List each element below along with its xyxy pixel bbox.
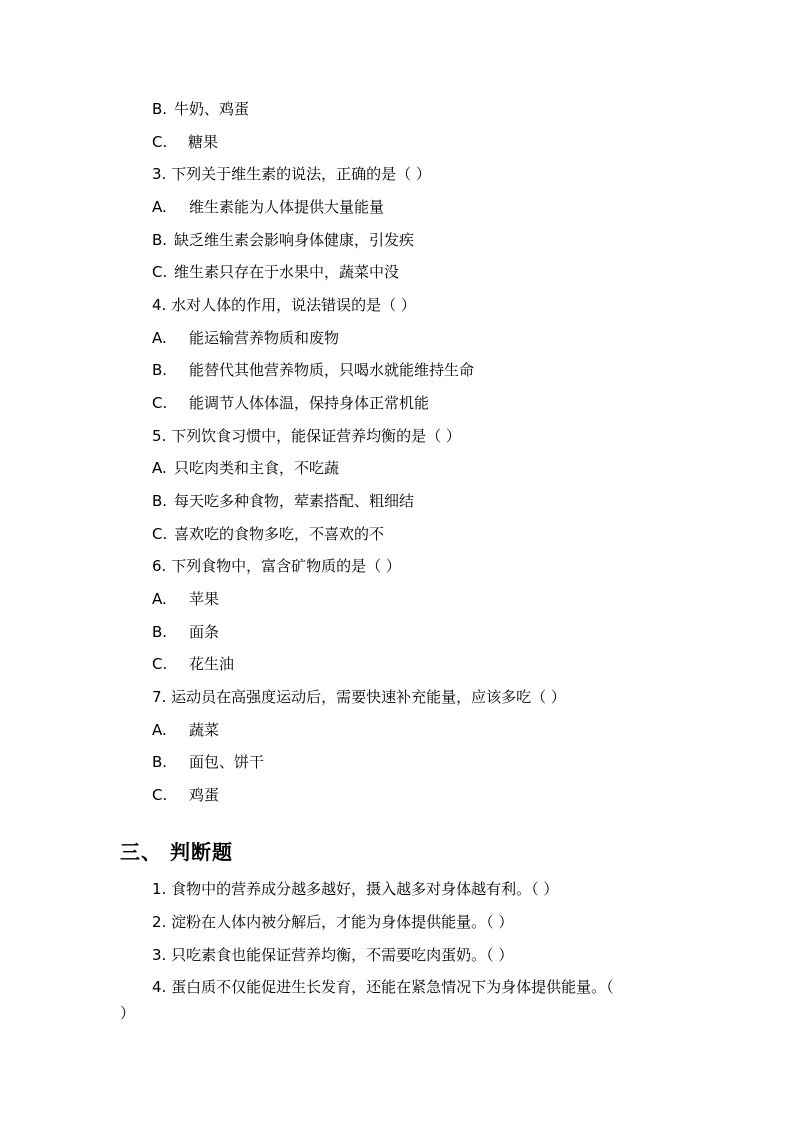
option-text: 维生素能为人体提供大量能量 [189, 198, 385, 216]
judgment-item-1: 1. 食物中的营养成分越多越好，摄入越多对身体越有利。（ ） [152, 880, 559, 898]
q3-option-a [152, 197, 384, 217]
question-stem-4: 4. 水对人体的作用，说法错误的是（ ） [152, 296, 416, 314]
option-letter: C. [152, 394, 168, 412]
q3-option-b [152, 230, 414, 250]
q6-option-b [152, 622, 219, 642]
option-text: 缺乏维生素会影响身体健康，引发疾 [174, 231, 415, 249]
q5-option-a [152, 458, 339, 478]
option-letter: C. [152, 786, 168, 804]
option-text: 苹果 [189, 590, 220, 608]
q2-option-b [152, 99, 249, 119]
option-text: 能运输营养物质和废物 [189, 329, 340, 347]
option-letter: B. [152, 361, 168, 379]
q7-option-b [152, 752, 264, 772]
option-text: 面包、饼干 [189, 753, 265, 771]
question-stem-3: 3. 下列关于维生素的说法，正确的是（ ） [152, 165, 431, 183]
option-letter: A. [152, 198, 167, 216]
option-letter: B. [152, 100, 168, 118]
option-text: 糖果 [188, 133, 219, 151]
q3-option-c [152, 262, 399, 282]
q6-option-c [152, 654, 234, 674]
option-text: 鸡蛋 [189, 786, 220, 804]
question-stem-6: 6. 下列食物中，富含矿物质的是（ ） [152, 557, 401, 575]
option-text: 只吃肉类和主食，不吃蔬 [174, 459, 340, 477]
judgment-item-4-wrap: ） [120, 1004, 136, 1022]
option-letter: C. [152, 525, 168, 543]
option-letter: B. [152, 492, 168, 510]
option-letter: B. [152, 753, 168, 771]
judgment-item-2: 2. 淀粉在人体内被分解后，才能为身体提供能量。（ ） [152, 913, 514, 931]
option-letter: C. [152, 263, 168, 281]
option-text: 花生油 [189, 655, 235, 673]
option-letter: A. [152, 459, 167, 477]
option-letter: B. [152, 623, 168, 641]
option-letter: C. [152, 655, 168, 673]
q7-option-a [152, 720, 219, 740]
option-text: 蔬菜 [189, 721, 220, 739]
q5-option-b [152, 491, 414, 511]
q2-option-c [152, 132, 218, 152]
option-letter: B. [152, 231, 168, 249]
option-letter: C. [152, 133, 168, 151]
judgment-item-4: 4. 蛋白质不仅能促进生长发育，还能在紧急情况下为身体提供能量。（ [152, 978, 614, 996]
option-text: 面条 [189, 623, 220, 641]
option-text: 能替代其他营养物质，只喝水就能维持生命 [189, 361, 475, 379]
option-text: 每天吃多种食物，荤素搭配、粗细结 [174, 492, 415, 510]
option-text: 能调节人体体温，保持身体正常机能 [189, 394, 430, 412]
question-stem-7: 7. 运动员在高强度运动后，需要快速补充能量，应该多吃（ ） [152, 688, 566, 706]
option-text: 喜欢吃的食物多吃，不喜欢的不 [174, 525, 385, 543]
option-letter: A. [152, 590, 167, 608]
q5-option-c [152, 524, 384, 544]
q4-option-c [152, 393, 429, 413]
option-letter: A. [152, 721, 167, 739]
option-text: 牛奶、鸡蛋 [174, 100, 250, 118]
option-text: 维生素只存在于水果中，蔬菜中没 [174, 263, 400, 281]
q4-option-a [152, 328, 339, 348]
q6-option-a [152, 589, 219, 609]
q7-option-c [152, 785, 219, 805]
q4-option-b [152, 360, 474, 380]
judgment-item-3: 3. 只吃素食也能保证营养均衡，不需要吃肉蛋奶。（ ） [152, 946, 514, 964]
section-title-judgment: 三、 判断题 [120, 840, 233, 864]
question-stem-5: 5. 下列饮食习惯中，能保证营养均衡的是（ ） [152, 427, 461, 445]
option-letter: A. [152, 329, 167, 347]
